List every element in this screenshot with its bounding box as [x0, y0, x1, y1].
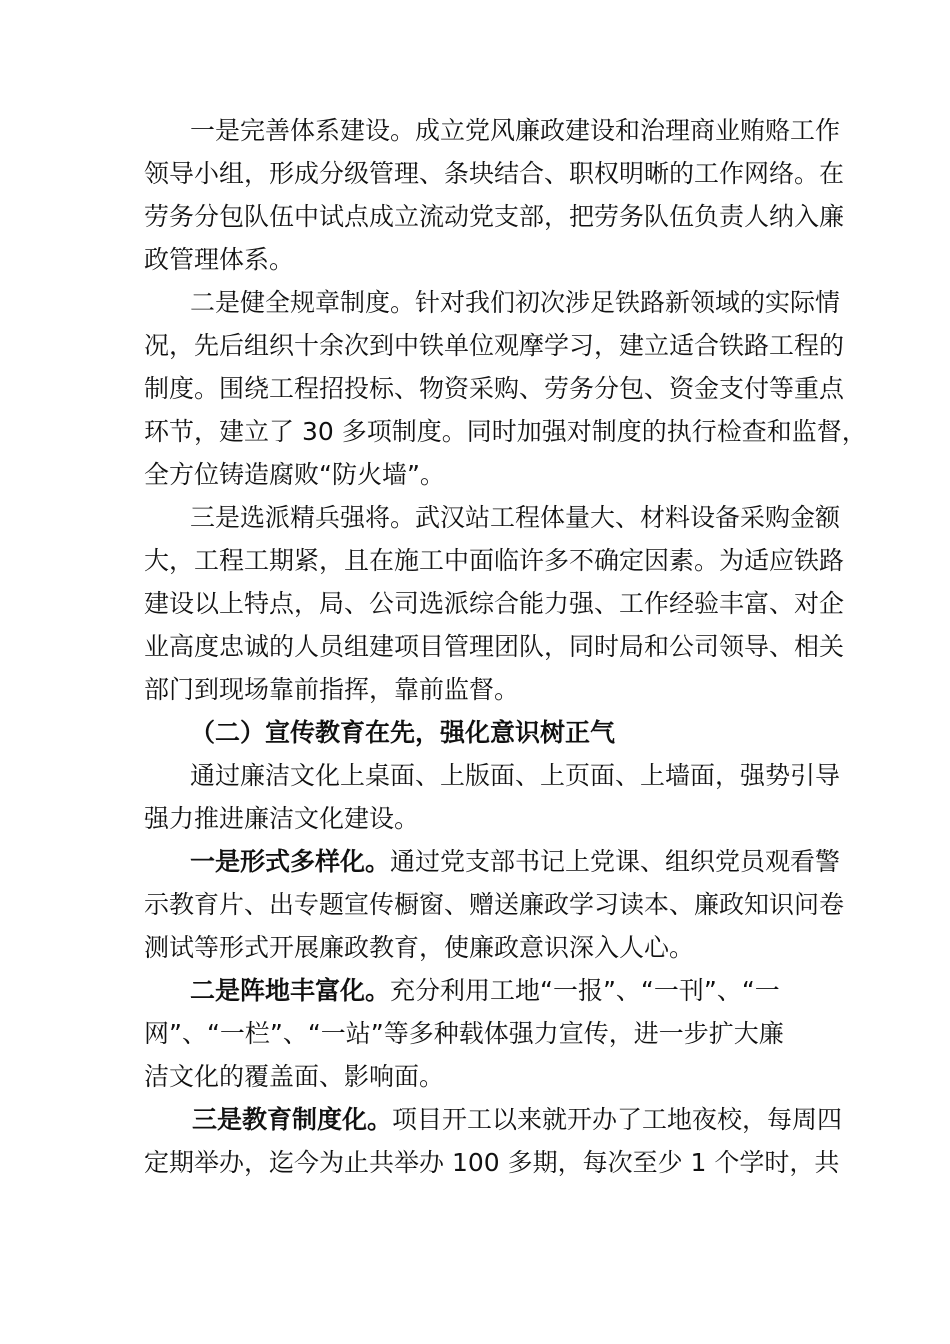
- text-run: 通过党支部书记上党课、组织党员观看警: [390, 847, 841, 876]
- text-line: 三是选派精兵强将。武汉站工程体量大、材料设备采购金额: [190, 503, 841, 532]
- text-line: 建设以上特点，局、公司选派综合能力强、工作经验丰富、对企: [144, 589, 845, 618]
- text-line: 洁文化的覆盖面、影响面。: [144, 1062, 445, 1091]
- paragraph-education-system: [144, 1098, 843, 1184]
- paragraph-select-staff: [144, 496, 845, 711]
- section-heading: [144, 711, 812, 754]
- text-line: 一是完善体系建设。成立党风廉政建设和治理商业贿赂工作: [190, 116, 841, 145]
- document-body: [144, 109, 867, 1184]
- text-line: 领导小组，形成分级管理、条块结合、职权明晰的工作网络。在: [144, 159, 845, 188]
- text-line: 政管理体系。: [144, 245, 295, 274]
- text-line: 二是健全规章制度。针对我们初次涉足铁路新领域的实际情: [190, 288, 841, 317]
- bold-lead: 二是阵地丰富化。: [190, 976, 391, 1005]
- text-line: [144, 969, 812, 1012]
- section-heading-text: （二）宣传教育在先，强化意识树正气: [190, 718, 616, 747]
- paragraph-rich-positions: [144, 969, 812, 1098]
- text-line: 制度。围绕工程招投标、物资采购、劳务分包、资金支付等重点: [144, 374, 845, 403]
- text-line: 业高度忠诚的人员组建项目管理团队，同时局和公司领导、相关: [144, 632, 845, 661]
- text-line: [144, 840, 841, 883]
- text-line: 劳务分包队伍中试点成立流动党支部，把劳务队伍负责人纳入廉: [144, 202, 845, 231]
- text-run: 充分利用工地“一报”、“一刊”、“一: [390, 976, 780, 1005]
- bold-lead: 三是教育制度化。: [192, 1105, 393, 1134]
- text-line: 环节，建立了 30 多项制度。同时加强对制度的执行检查和监督，: [144, 417, 867, 446]
- paragraph-system-building: [144, 109, 845, 281]
- text-line: 强力推进廉洁文化建设。: [144, 804, 420, 833]
- text-line: 通过廉洁文化上桌面、上版面、上页面、上墙面，强势引导: [190, 761, 841, 790]
- text-line: 定期举办，迄今为止共举办 100 多期，每次至少 1 个学时，共: [144, 1148, 840, 1177]
- paragraph-diverse-forms: [144, 840, 845, 969]
- text-line: 测试等形式开展廉政教育，使廉政意识深入人心。: [144, 933, 695, 962]
- text-line: 全方位铸造腐败“防火墙”。: [144, 460, 445, 489]
- text-line: 况，先后组织十余次到中铁单位观摩学习，建立适合铁路工程的: [144, 331, 845, 360]
- text-line: [144, 1098, 843, 1141]
- text-line: 大，工程工期紧，且在施工中面临许多不确定因素。为适应铁路: [144, 546, 845, 575]
- text-line: 部门到现场靠前指挥，靠前监督。: [144, 675, 520, 704]
- bold-lead: 一是形式多样化。: [190, 847, 391, 876]
- paragraph-rules-system: [144, 281, 867, 496]
- text-line: 示教育片、出专题宣传橱窗、赠送廉政学习读本、廉政知识问卷: [144, 890, 845, 919]
- text-run: 项目开工以来就开办了工地夜校，每周四: [392, 1105, 843, 1134]
- text-line: 网”、“一栏”、“一站”等多种载体强力宣传，进一步扩大廉: [144, 1019, 784, 1048]
- paragraph-culture-intro: [144, 754, 841, 840]
